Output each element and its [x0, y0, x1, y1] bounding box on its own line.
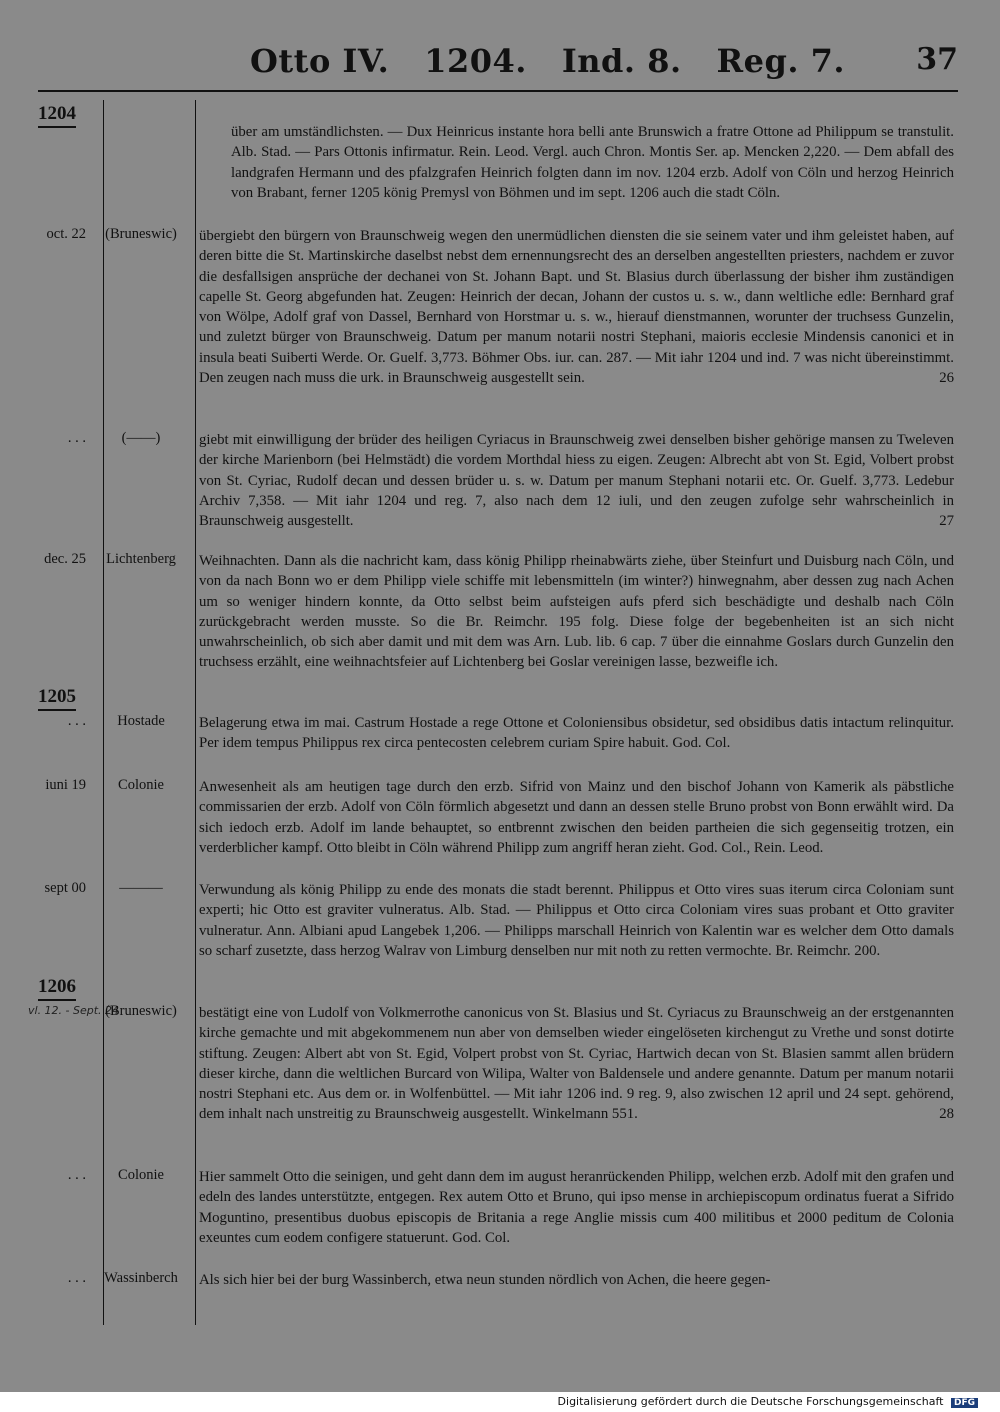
year-marker: 1204 [38, 103, 76, 124]
entry-number: 26 [939, 370, 954, 387]
entry-date: dec. 25 [44, 551, 86, 567]
entry-place: ——— [119, 880, 163, 896]
entry-text: übergiebt den bürgern von Braunschweig wegen den unermüdlichen diensten die sie seinem vater und ihm geleistet haben, auf deren bitte die St. Martinskirche daselbst nebst dem ernennungsrecht des an derselben angestellten priesters, nachdem er zuvor die desfallsigen ansprüche der dechanei von St. Johann Bapt. und St. Blasius durch überlassung der bisher ihm zuständigen capelle St. Georg abgefunden hat. Zeugen: Heinrich der decan, Johann der custos u. s. w., dann weltliche edle: Bernhard graf von Wölpe, Adolf graf von Dassel, Bernhard von Horstmar u. s. w., hierauf dienstmannen, worunter der truchsess Gunzelin, und zuletzt bürger von Braunschweig. Datum per manum notarii nostri Stephani, maioris ecclesie Mindensis canonici et in insula beati Suiberti Werde. Or. Guelf. 3,773. Böhmer Obs. iur. can. 287. — Mit iahr 1204 und ind. 7 was nicht übereinstimmt. Den zeugen nach muss die urk. in Braunschweig ausgestellt sein. 26 [199, 226, 954, 388]
entry-place: Lichtenberg [106, 551, 176, 567]
entry-place: (Bruneswic) [105, 226, 177, 242]
entry-place: (Bruneswic) [105, 1003, 177, 1019]
entry-place: Wassinberch [104, 1270, 178, 1286]
entry-text: Verwundung als könig Philipp zu ende des monats die stadt berennt. Philippus et Otto vires suas iterum circa Coloniam sunt experti; hic Otto est graviter vulneratus. Alb. Stad. — Philippus et Otto circa Coloniam vires suas probant et Otto graviter vulneratur. Ann. Albiani apud Langebek 1,206. — Philipps marschall Heinrich von Kalentin war es welcher dem Otto damals so scharf zusetzte, dass herzog Walrav von Limburg denselben nur mit noth zu retten vermochte. Br. Reimchr. 200. [199, 882, 954, 959]
entry-text: giebt mit einwilligung der brüder des heiligen Cyriacus in Braunschweig zwei denselben bisher gehörige mansen zu Tweleven der kirche Marienborn (bei Helmstädt) die vordem Morthdal hiess zu eigen. Zeugen: Albrecht abt von St. Egid, Volbert probst von St. Cyriac, Rudolf decan und dessen brüder u. s. w. Datum per manum Stephani notarii etc. Or. Guelf. 3,773. Ledebur Archiv 7,358. — Mit iahr 1204 und reg. 7, also nach dem 12 iuli, und den zeugen zufolge sehr wahrscheinlich in Braunschweig ausgestellt. 27 [199, 430, 954, 531]
entry-place: (——) [121, 430, 161, 446]
entry-date: oct. 22 [46, 226, 86, 242]
entry-text: Belagerung etwa im mai. Castrum Hostade a rege Ottone et Coloniensibus obsidetur, sed obsidibus datis intactum relinquitur. Per idem tempus Philippus rex circa pentecosten celebrem curiam Spire habuit. God. Col. [199, 715, 954, 752]
column-divider-right [195, 100, 196, 1325]
credit-text: Digitalisierung gefördert durch die Deutsche Forschungsgemeinschaft [557, 1395, 944, 1408]
entry-text: über am umständlichsten. — Dux Heinricus instante hora belli ante Brunswich a fratre Ottone ad Philippum se transtulit. Alb. Stad. — Pars Ottonis infirmatur. Rein. Leod. Vergl. auch Chron. Montis Ser. ap. Mencken 2,220. — Dem abfall des landgrafen Hermann und des pfalzgrafen Heinrich folgten dann im nov. 1204 erzb. Adolf von Cöln und herzog Heinrich von Brabant, ferner 1205 könig Premysl von Böhmen und im sept. 1206 auch die stadt Cöln. [231, 124, 954, 201]
entry-place: Hostade [117, 713, 165, 729]
entry-date: . . . [67, 713, 86, 729]
entry-date: sept 00 [44, 880, 86, 896]
entry-date: . . . [67, 430, 86, 446]
entry-text: Weihnachten. Dann als die nachricht kam, dass könig Philipp rheinabwärts ziehe, über Steinfurt und Duisburg nach Cöln, und von da nach Bonn wo er dem Philipp viele schiffe mit lebensmitteln (im winter?) hinwegnahm, aber dessen zug nach Achen um so weniger hindern konnte, da Otto selbst beim aufsteigen aufs pferd sich beschädigte und deshalb nach Cöln zurückgebracht werden musste. So die Br. Reimchr. 195 folg. Diese folge der begebenheiten ist an sich nicht unwahrscheinlich, ob sich aber damit und mit dem was Arn. Lub. lib. 6 cap. 7 über die einnahme Goslars durch Gunzelin den truchsess erzählt, eine weihnachtsfeier auf Lichtenberg bei Goslar vereinigen lasse, bezweifle ich. [199, 553, 954, 671]
entry-date: . . . [67, 1167, 86, 1183]
entry-place: Colonie [118, 777, 164, 793]
year-marker: 1206 [38, 976, 76, 997]
entry-text: Als sich hier bei der burg Wassinberch, etwa neun stunden nördlich von Achen, die heere gegen- [199, 1272, 771, 1288]
entry-text: Hier sammelt Otto die seinigen, und geht dann dem im august heranrückenden Philipp, welchen erzb. Adolf mit den grafen und edeln des landes unterstützte, entgegen. Rex autem Otto et Bruno, qui ipso mense in archiepiscopum ordinatus fuerat a Sifrido Moguntino, presentibus duobus episcopis de Britania a rege Anglie missis cum 400 militibus et 2000 peditum de Colonia exeuntes cum eodem configere statuerunt. God. Col. [199, 1169, 954, 1246]
entry-text: Anwesenheit als am heutigen tage durch den erzb. Sifrid von Mainz und den bischof Johann von Kamerik als päbstliche commissarien der erzb. Adolf von Cöln förmlich abgesetzt und dann an dessen stelle Bruno probst von Bonn erwählt wird. Da sich iedoch erzb. Adolf im lande behauptet, so entbrennt zwischen den beiden partheien die sich gegenseitig trotzen, ein verderblicher kampf. Otto bleibt in Cöln während Philipp zum angriff heran zieht. God. Col., Rein. Leod. [199, 779, 954, 856]
digitization-credit [558, 1395, 978, 1408]
running-header [0, 40, 1000, 84]
entry-number: 28 [939, 1106, 954, 1123]
header-rule [38, 90, 958, 92]
page-number: 37 [916, 42, 958, 77]
entry-number: 27 [939, 513, 954, 530]
year-marker: 1205 [38, 686, 76, 707]
entry-text: bestätigt eine von Ludolf von Volkmerrothe canonicus von St. Blasius und St. Cyriacus zu Braunschweig an der erstgenannten kirche gemachte und mit abgekommenem nun aber von demselben wieder eingelöseten kirchengut zu Vrethe und sonst dotirte stiftung. Zeugen: Albert abt von St. Egid, Volpert probst von St. Cyriac, Hartwich decan von St. Blasien sammt allen brüdern dieser kirche, dann die weltlichen Burcard von Wilipa, Walter von Baldensele und andere genannte. Datum per manum notarii nostri Stephani etc. Aus dem or. in Wolfenbüttel. — Mit iahr 1206 ind. 9 reg. 9, also zwischen 12 april und 24 sept. gehörend, dem inhalt nach unstreitig zu Braunschweig ausgestellt. Winkelmann 551. 28 [199, 1003, 954, 1125]
entry-date: iuni 19 [45, 777, 86, 793]
entry-date: . . . [67, 1270, 86, 1286]
page-title: Otto IV. 1204. Ind. 8. Reg. 7. [250, 42, 846, 80]
dfg-logo: DFG [951, 1398, 978, 1408]
handwritten-margin-note: vl. 12. - Sept. 24 [28, 1004, 120, 1017]
entry-place: Colonie [118, 1167, 164, 1183]
